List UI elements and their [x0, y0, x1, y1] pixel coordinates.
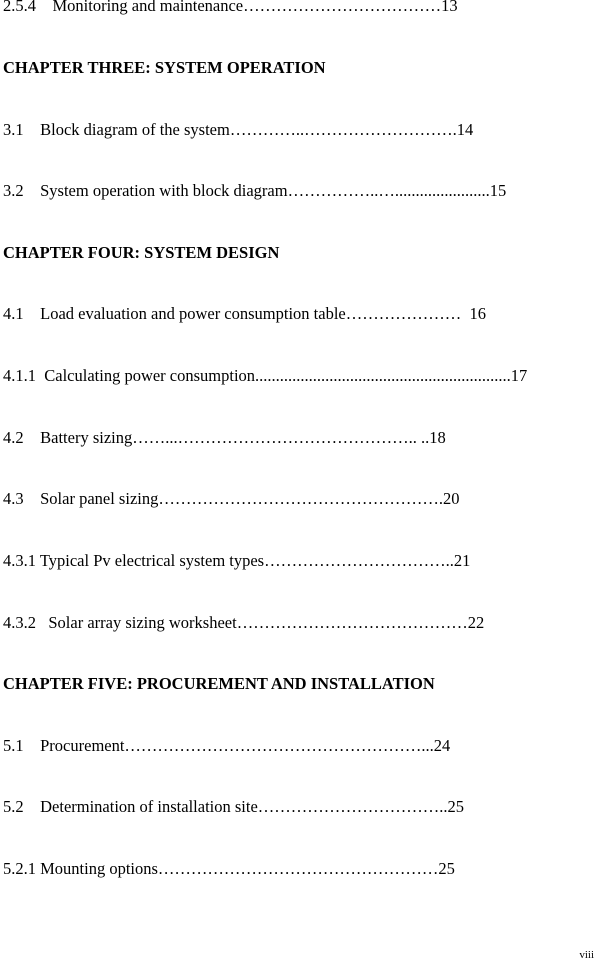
toc-entry-5-2-1: 5.2.1 Mounting options……………………………………………25: [3, 859, 455, 878]
toc-entry-4-1: 4.1 Load evaluation and power consumption table………………… 16: [3, 304, 486, 323]
chapter-four-heading: CHAPTER FOUR: SYSTEM DESIGN: [3, 243, 280, 262]
toc-entry-2-5-4: 2.5.4 Monitoring and maintenance………………………………13: [3, 0, 458, 15]
toc-entry-5-2: 5.2 Determination of installation site……………………………..25: [3, 797, 465, 816]
toc-entry-4-2: 4.2 Battery sizing……...…………………………………….. ..18: [3, 428, 446, 447]
chapter-three-heading: CHAPTER THREE: SYSTEM OPERATION: [3, 58, 326, 77]
page-number: viii: [579, 949, 594, 961]
toc-entry-4-1-1: 4.1.1 Calculating power consumption..............................................................17: [3, 366, 528, 385]
toc-entry-4-3-2: 4.3.2 Solar array sizing worksheet……………………………………22: [3, 613, 485, 632]
chapter-five-heading: CHAPTER FIVE: PROCUREMENT AND INSTALLATION: [3, 674, 435, 693]
toc-entry-5-1: 5.1 Procurement………………………………………………...24: [3, 736, 451, 755]
toc-entry-3-2: 3.2 System operation with block diagram……………..….......................15: [3, 181, 507, 200]
toc-entry-4-3: 4.3 Solar panel sizing…………………………………………….20: [3, 489, 460, 508]
toc-entry-3-1: 3.1 Block diagram of the system…………..……………………….14: [3, 120, 474, 139]
toc-entry-4-3-1: 4.3.1 Typical Pv electrical system types……………………………..21: [3, 551, 471, 570]
